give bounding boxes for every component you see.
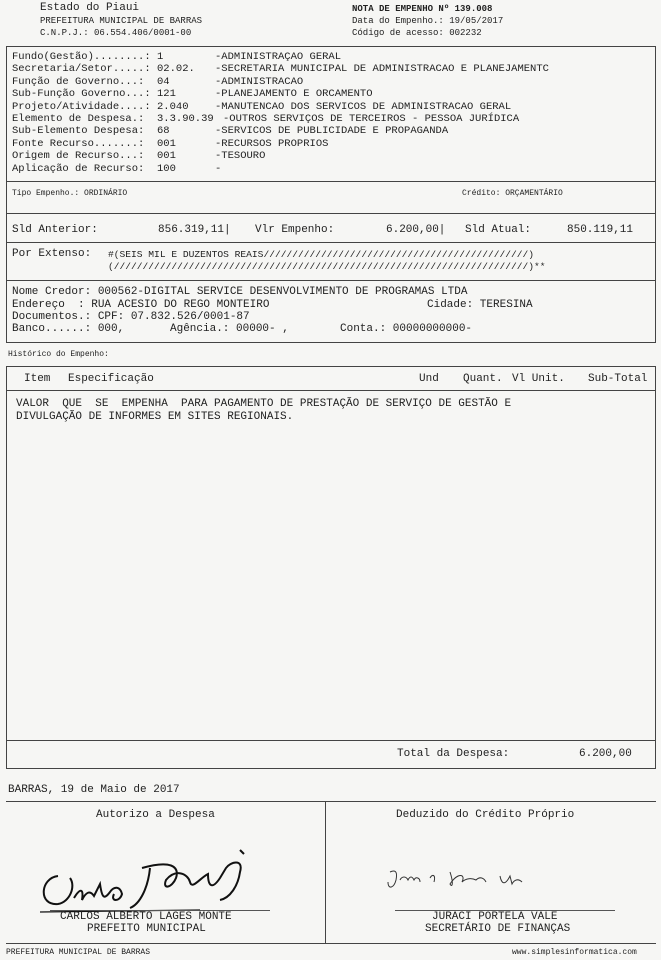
budget-label: Elemento de Despesa.: (12, 113, 145, 125)
budget-label: Aplicação de Recurso: (12, 162, 145, 175)
budget-code: 001 (157, 150, 176, 163)
note-number: NOTA DE EMPENHO Nº 139.008 (352, 4, 493, 14)
budget-label: Sub-Elemento Despesa: (12, 125, 145, 138)
state-name: Estado do Piaui (40, 2, 140, 14)
signature-divider (325, 801, 326, 943)
col-unit: Und (419, 373, 439, 385)
budget-description: -PLANEJAMENTO E ORCAMENTO (215, 88, 373, 101)
divider (6, 242, 656, 243)
budget-label: Função de Governo...: (12, 75, 145, 88)
sld-atual-label: Sld Atual: (465, 224, 532, 236)
budget-code: 04 (157, 75, 170, 88)
mayor-name: CARLOS ALBERTO LAGES MONTE (60, 911, 232, 923)
creditor-documents: Documentos.: CPF: 07.832.526/0001-87 (12, 311, 250, 323)
footer-right: www.simplesinformatica.com (512, 948, 637, 957)
budget-description: -OUTROS SERVIÇOS DE TERCEIROS - PESSOA JURÍDICA (223, 113, 520, 125)
secretary-signature-icon (380, 862, 540, 898)
right-signature-title: Deduzido do Crédito Próprio (396, 809, 575, 821)
col-item: Item (24, 373, 51, 385)
budget-description: -TESOURO (215, 150, 266, 163)
secretary-name: JURACI PORTELA VALE (432, 911, 558, 923)
col-unit-value: Vl Unit. (512, 373, 565, 385)
historico-label: Histórico do Empenho: (8, 350, 109, 359)
items-frame (6, 366, 656, 769)
mayor-role: PREFEITO MUNICIPAL (87, 923, 206, 935)
budget-description: - (215, 162, 222, 175)
creditor-city: Cidade: TERESINA (427, 299, 533, 311)
divider (6, 390, 656, 391)
place-date: BARRAS, 19 de Maio de 2017 (8, 784, 180, 796)
budget-code: 02.02. (157, 63, 195, 76)
note-date: Data do Empenho.: 19/05/2017 (352, 16, 504, 26)
left-signature-title: Autorizo a Despesa (96, 809, 215, 821)
budget-description: -MANUTENCAO DOS SERVICOS DE ADMINISTRACAO GERAL (215, 100, 512, 113)
cnpj: C.N.P.J.: 06.554.406/0001-00 (40, 28, 192, 38)
divider (6, 181, 656, 182)
creditor-account: Conta.: 00000000000- (340, 323, 473, 335)
budget-description: -ADMINISTRAÇAO GERAL (215, 51, 342, 63)
empenho-type: Tipo Empenho.: ORDINÁRIO (12, 189, 128, 198)
divider (6, 213, 656, 214)
divider (6, 740, 656, 741)
budget-code: 001 (157, 137, 176, 150)
total-value: 6.200,00 (579, 748, 632, 760)
budget-code: 1 (157, 51, 164, 63)
sld-anterior-label: Sld Anterior: (12, 224, 98, 236)
sld-anterior-value: 856.319,11| (158, 224, 231, 236)
creditor-name: Nome Credor: 000562-DIGITAL SERVICE DESENVOLVIMENTO DE PROGRAMAS LTDA (12, 286, 468, 298)
budget-code: 100 (157, 162, 176, 175)
extenso-line-2: (////////////////////////////////////////////////////////////////////////)** (108, 261, 546, 272)
extenso-label: Por Extenso: (12, 248, 92, 260)
budget-code: 121 (157, 88, 176, 101)
item-description-line-2: DIVULGAÇÃO DE INFORMES EM SITES REGIONAIS. (16, 411, 294, 423)
col-quantity: Quant. (463, 373, 503, 385)
secretary-role: SECRETÁRIO DE FINANÇAS (425, 923, 571, 935)
divider (6, 801, 656, 802)
creditor-address: Endereço : RUA ACESIO DO REGO MONTEIRO (12, 299, 270, 311)
budget-label: Fundo(Gestão)........: (12, 51, 151, 63)
budget-code: 68 (157, 125, 170, 138)
city-hall-name: PREFEITURA MUNICIPAL DE BARRAS (40, 16, 203, 26)
vlr-empenho-value: 6.200,00| (386, 224, 446, 236)
item-description-line-1: VALOR QUE SE EMPENHA PARA PAGAMENTO DE PRESTAÇÃO DE SERVIÇO DE GESTÃO E (16, 398, 512, 410)
extenso-line-1: #(SEIS MIL E DUZENTOS REAIS//////////////////////////////////////////////) (108, 249, 535, 260)
vlr-empenho-label: Vlr Empenho: (255, 224, 335, 236)
divider (6, 943, 656, 944)
total-label: Total da Despesa: (397, 748, 510, 760)
credit-type: Crédito: ORÇAMENTÁRIO (462, 189, 563, 198)
budget-description: -SERVICOS DE PUBLICIDADE E PROPAGANDA (215, 125, 449, 138)
budget-label: Fonte Recurso.......: (12, 137, 145, 150)
access-code: Código de acesso: 002232 (352, 28, 482, 38)
sld-atual-value: 850.119,11 (567, 224, 634, 236)
budget-label: Origem de Recurso...: (12, 150, 145, 163)
budget-label: Secretaria/Setor.....: (12, 63, 151, 76)
budget-label: Sub-Função Governo...: (12, 88, 151, 101)
creditor-bank: Banco......: 000, (12, 323, 125, 335)
budget-description: -ADMINISTRACAO (215, 75, 304, 88)
divider (6, 280, 656, 281)
mayor-signature-icon (30, 838, 260, 918)
col-subtotal: Sub-Total (588, 373, 648, 385)
budget-description: -SECRETARIA MUNICIPAL DE ADMINISTRACAO E PLANEJAMENTC (215, 63, 549, 76)
budget-label: Projeto/Atividade....: (12, 100, 151, 113)
budget-code: 2.040 (157, 100, 189, 113)
creditor-agency: Agência.: 00000- , (170, 323, 289, 335)
col-specification: Especificação (68, 373, 154, 385)
footer-left: PREFEITURA MUNICIPAL DE BARRAS (6, 948, 151, 957)
budget-description: -RECURSOS PROPRIOS (215, 137, 329, 150)
budget-code: 3.3.90.39 (157, 113, 214, 125)
